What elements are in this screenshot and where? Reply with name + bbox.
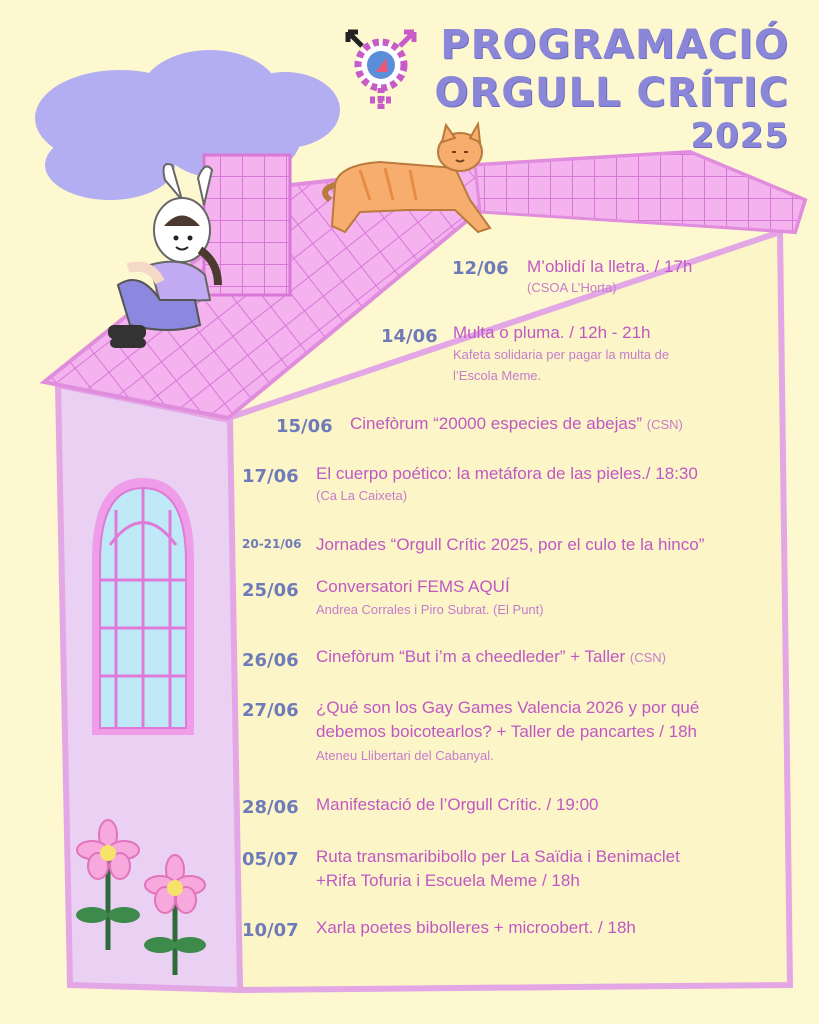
event-date: 15/06 — [276, 416, 333, 437]
event-date: 10/07 — [242, 920, 299, 941]
event-date: 27/06 — [242, 700, 299, 721]
event-title — [350, 412, 683, 436]
event-sub: (CSOA L’Horta) — [527, 280, 617, 295]
event-title-line-2: +Rifa Tofuria i Escuela Meme / 18h — [316, 871, 580, 890]
event-date: 28/06 — [242, 797, 299, 818]
event-title: Xarla poetes bibolleres + microobert. / 18h — [316, 918, 636, 937]
event-title: Conversatori FEMS AQUÍ — [316, 577, 510, 596]
event-date: 14/06 — [381, 326, 438, 347]
event-sub-2: l’Escola Meme. — [453, 368, 542, 383]
event-sub: Ateneu Llibertari del Cabanyal. — [316, 748, 494, 763]
event-title — [316, 645, 666, 669]
event-sub: Andrea Corrales i Piro Subrat. (El Punt) — [316, 602, 544, 617]
event-date: 26/06 — [242, 650, 299, 671]
event-title: Multa o pluma. / 12h - 21h — [453, 323, 651, 342]
event-place: (CSN) — [646, 417, 683, 432]
event-place: (CSN) — [629, 650, 666, 665]
trans-symbol-logo — [348, 32, 414, 112]
event-date: 05/07 — [242, 849, 299, 870]
event-title: Jornades “Orgull Crític 2025, por el culo te la hinco” — [316, 535, 705, 554]
cloud — [35, 50, 340, 200]
event-title: El cuerpo poético: la metáfora de las pieles./ 18:30 — [316, 464, 698, 483]
event-title: M’oblidí la lletra. / 17h — [527, 257, 693, 276]
event-title: Ruta transmaribibollo per La Saïdia i Benimaclet — [316, 847, 680, 866]
event-date: 25/06 — [242, 580, 299, 601]
title-year: 2025 — [690, 116, 789, 156]
event-date: 12/06 — [452, 258, 509, 279]
event-date: 17/06 — [242, 466, 299, 487]
event-date: 20-21/06 — [242, 537, 302, 551]
event-title: Manifestació de l’Orgull Crític. / 19:00 — [316, 795, 599, 814]
event-title-line-2: debemos boicotearlos? + Taller de pancartes / 18h — [316, 722, 698, 741]
arched-window — [92, 478, 194, 735]
event-sub: Kafeta solidaria per pagar la multa de — [453, 347, 670, 362]
event-title-text: Cinefòrum “20000 especies de abejas” — [350, 414, 643, 433]
title-line-orgull-critic: ORGULL CRÍTIC — [434, 70, 789, 116]
event-title-text: Cinefòrum “But i’m a cheedleder” + Taller — [316, 647, 626, 666]
event-title: ¿Qué son los Gay Games Valencia 2026 y por qué — [316, 698, 700, 717]
event-sub: (Ca La Caixeta) — [316, 488, 408, 503]
title-line-programacio: PROGRAMACIÓ — [440, 22, 789, 68]
